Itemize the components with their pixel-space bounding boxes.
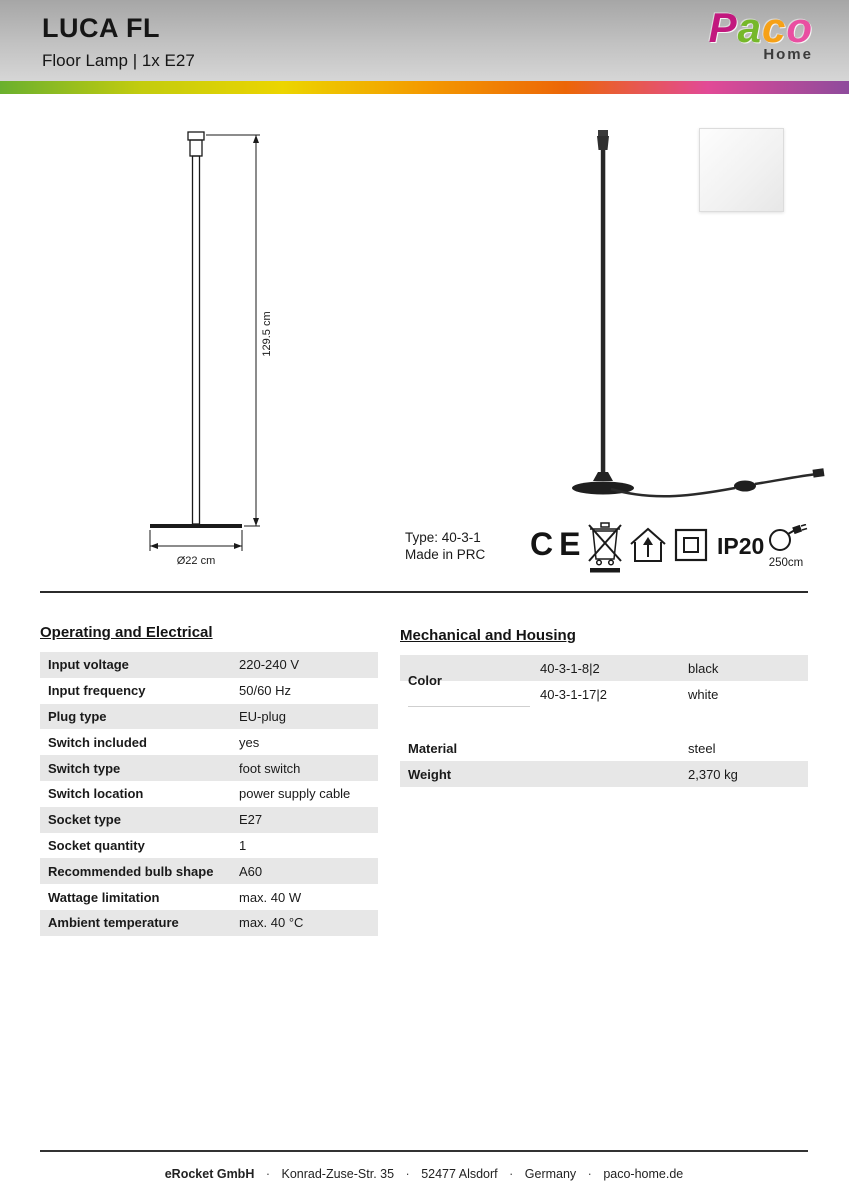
spec-value: foot switch	[239, 760, 301, 776]
spec-label: Input frequency	[48, 683, 146, 699]
operating-electrical-table	[40, 652, 378, 936]
product-photo	[545, 124, 835, 516]
table-row	[40, 781, 378, 807]
mechanical-housing-heading: Mechanical and Housing	[400, 627, 576, 644]
brand-logo	[709, 6, 813, 63]
spec-value: 50/60 Hz	[239, 683, 292, 699]
table-row	[40, 807, 378, 833]
logo-wordmark	[709, 6, 813, 50]
rainbow-strip	[0, 81, 849, 94]
indoor-use-house-icon	[629, 527, 667, 563]
footer-website: paco-home.de	[603, 1167, 684, 1181]
spec-value: EU-plug	[239, 708, 286, 724]
section-divider	[40, 591, 808, 593]
cable-length-icon	[766, 524, 808, 554]
spec-value: E27	[239, 812, 263, 828]
spec-label: Recommended bulb shape	[48, 863, 214, 879]
spec-label: Plug type	[48, 708, 107, 724]
mechanical-housing-table	[400, 655, 808, 795]
height-dimension-label: 129.5 cm	[261, 311, 273, 357]
page-subtitle: Floor Lamp | 1x E27	[42, 51, 195, 70]
spec-value: max. 40 °C	[239, 915, 304, 931]
logo-letter: a	[737, 4, 762, 51]
table-row	[40, 884, 378, 910]
footer-separator: ·	[405, 1167, 410, 1181]
operating-electrical-heading: Operating and Electrical	[40, 624, 213, 641]
diameter-dimension-label: Ø22 cm	[176, 555, 216, 567]
spec-value: 220-240 V	[239, 657, 299, 673]
footer-divider	[40, 1150, 808, 1152]
spec-value: 1	[239, 837, 247, 853]
table-row	[40, 833, 378, 859]
color-code: 40-3-1-17|2	[540, 686, 607, 702]
cable-length-label: 250cm	[768, 557, 804, 569]
protection-class-2-icon	[673, 527, 709, 563]
spec-value: 2,370 kg	[688, 766, 738, 782]
footer-city: 52477 Alsdorf	[421, 1167, 498, 1181]
spec-value: steel	[688, 740, 716, 756]
footer-separator: ·	[509, 1167, 514, 1181]
spec-label: Switch included	[48, 734, 147, 750]
logo-letter: c	[761, 4, 787, 51]
footer-country: Germany	[524, 1167, 577, 1181]
spec-label: Socket quantity	[48, 837, 145, 853]
header	[0, 0, 849, 81]
spec-label: Switch location	[48, 786, 144, 802]
table-row	[400, 735, 808, 761]
table-row	[40, 678, 378, 704]
spec-label: Ambient temperature	[48, 915, 179, 931]
footer-company: eRocket GmbH	[164, 1167, 255, 1181]
spec-label: Socket type	[48, 812, 121, 828]
type-info	[405, 529, 485, 563]
table-row	[40, 755, 378, 781]
spec-label: Wattage limitation	[48, 889, 160, 905]
ce-mark: CE	[530, 526, 587, 562]
color-value: white	[688, 686, 719, 702]
color-spec-group	[400, 655, 808, 707]
spec-value: yes	[239, 734, 260, 750]
spec-value: max. 40 W	[239, 889, 302, 905]
spec-value: A60	[239, 863, 263, 879]
table-row	[40, 729, 378, 755]
footer-separator: ·	[587, 1167, 592, 1181]
footer-separator: ·	[265, 1167, 270, 1181]
color-code: 40-3-1-8|2	[540, 660, 600, 676]
ip-rating: IP20	[717, 533, 765, 559]
spec-label: Material	[408, 740, 458, 756]
logo-letter: o	[786, 4, 813, 51]
footer	[40, 1167, 808, 1181]
type-label: Type: 40-3-1	[405, 530, 481, 545]
logo-home-label: Home	[763, 46, 813, 63]
white-shade-swatch	[699, 128, 784, 212]
weee-bin-icon	[587, 521, 623, 573]
spec-label: Input voltage	[48, 657, 129, 673]
origin-label: Made in PRC	[405, 547, 486, 562]
logo-letter: P	[708, 4, 738, 51]
table-row	[40, 652, 378, 678]
table-row	[400, 761, 808, 787]
color-value: black	[688, 660, 719, 676]
technical-drawing	[128, 126, 313, 574]
table-row	[40, 704, 378, 730]
drawing-base	[150, 524, 242, 528]
table-row	[40, 858, 378, 884]
page-title: LUCA FL	[42, 13, 160, 43]
spec-label: Color	[408, 655, 530, 707]
spec-label: Switch type	[48, 760, 121, 776]
spec-value: power supply cable	[239, 786, 351, 802]
spec-label: Weight	[408, 766, 452, 782]
table-row	[40, 910, 378, 936]
footer-address: Konrad-Zuse-Str. 35	[281, 1167, 395, 1181]
